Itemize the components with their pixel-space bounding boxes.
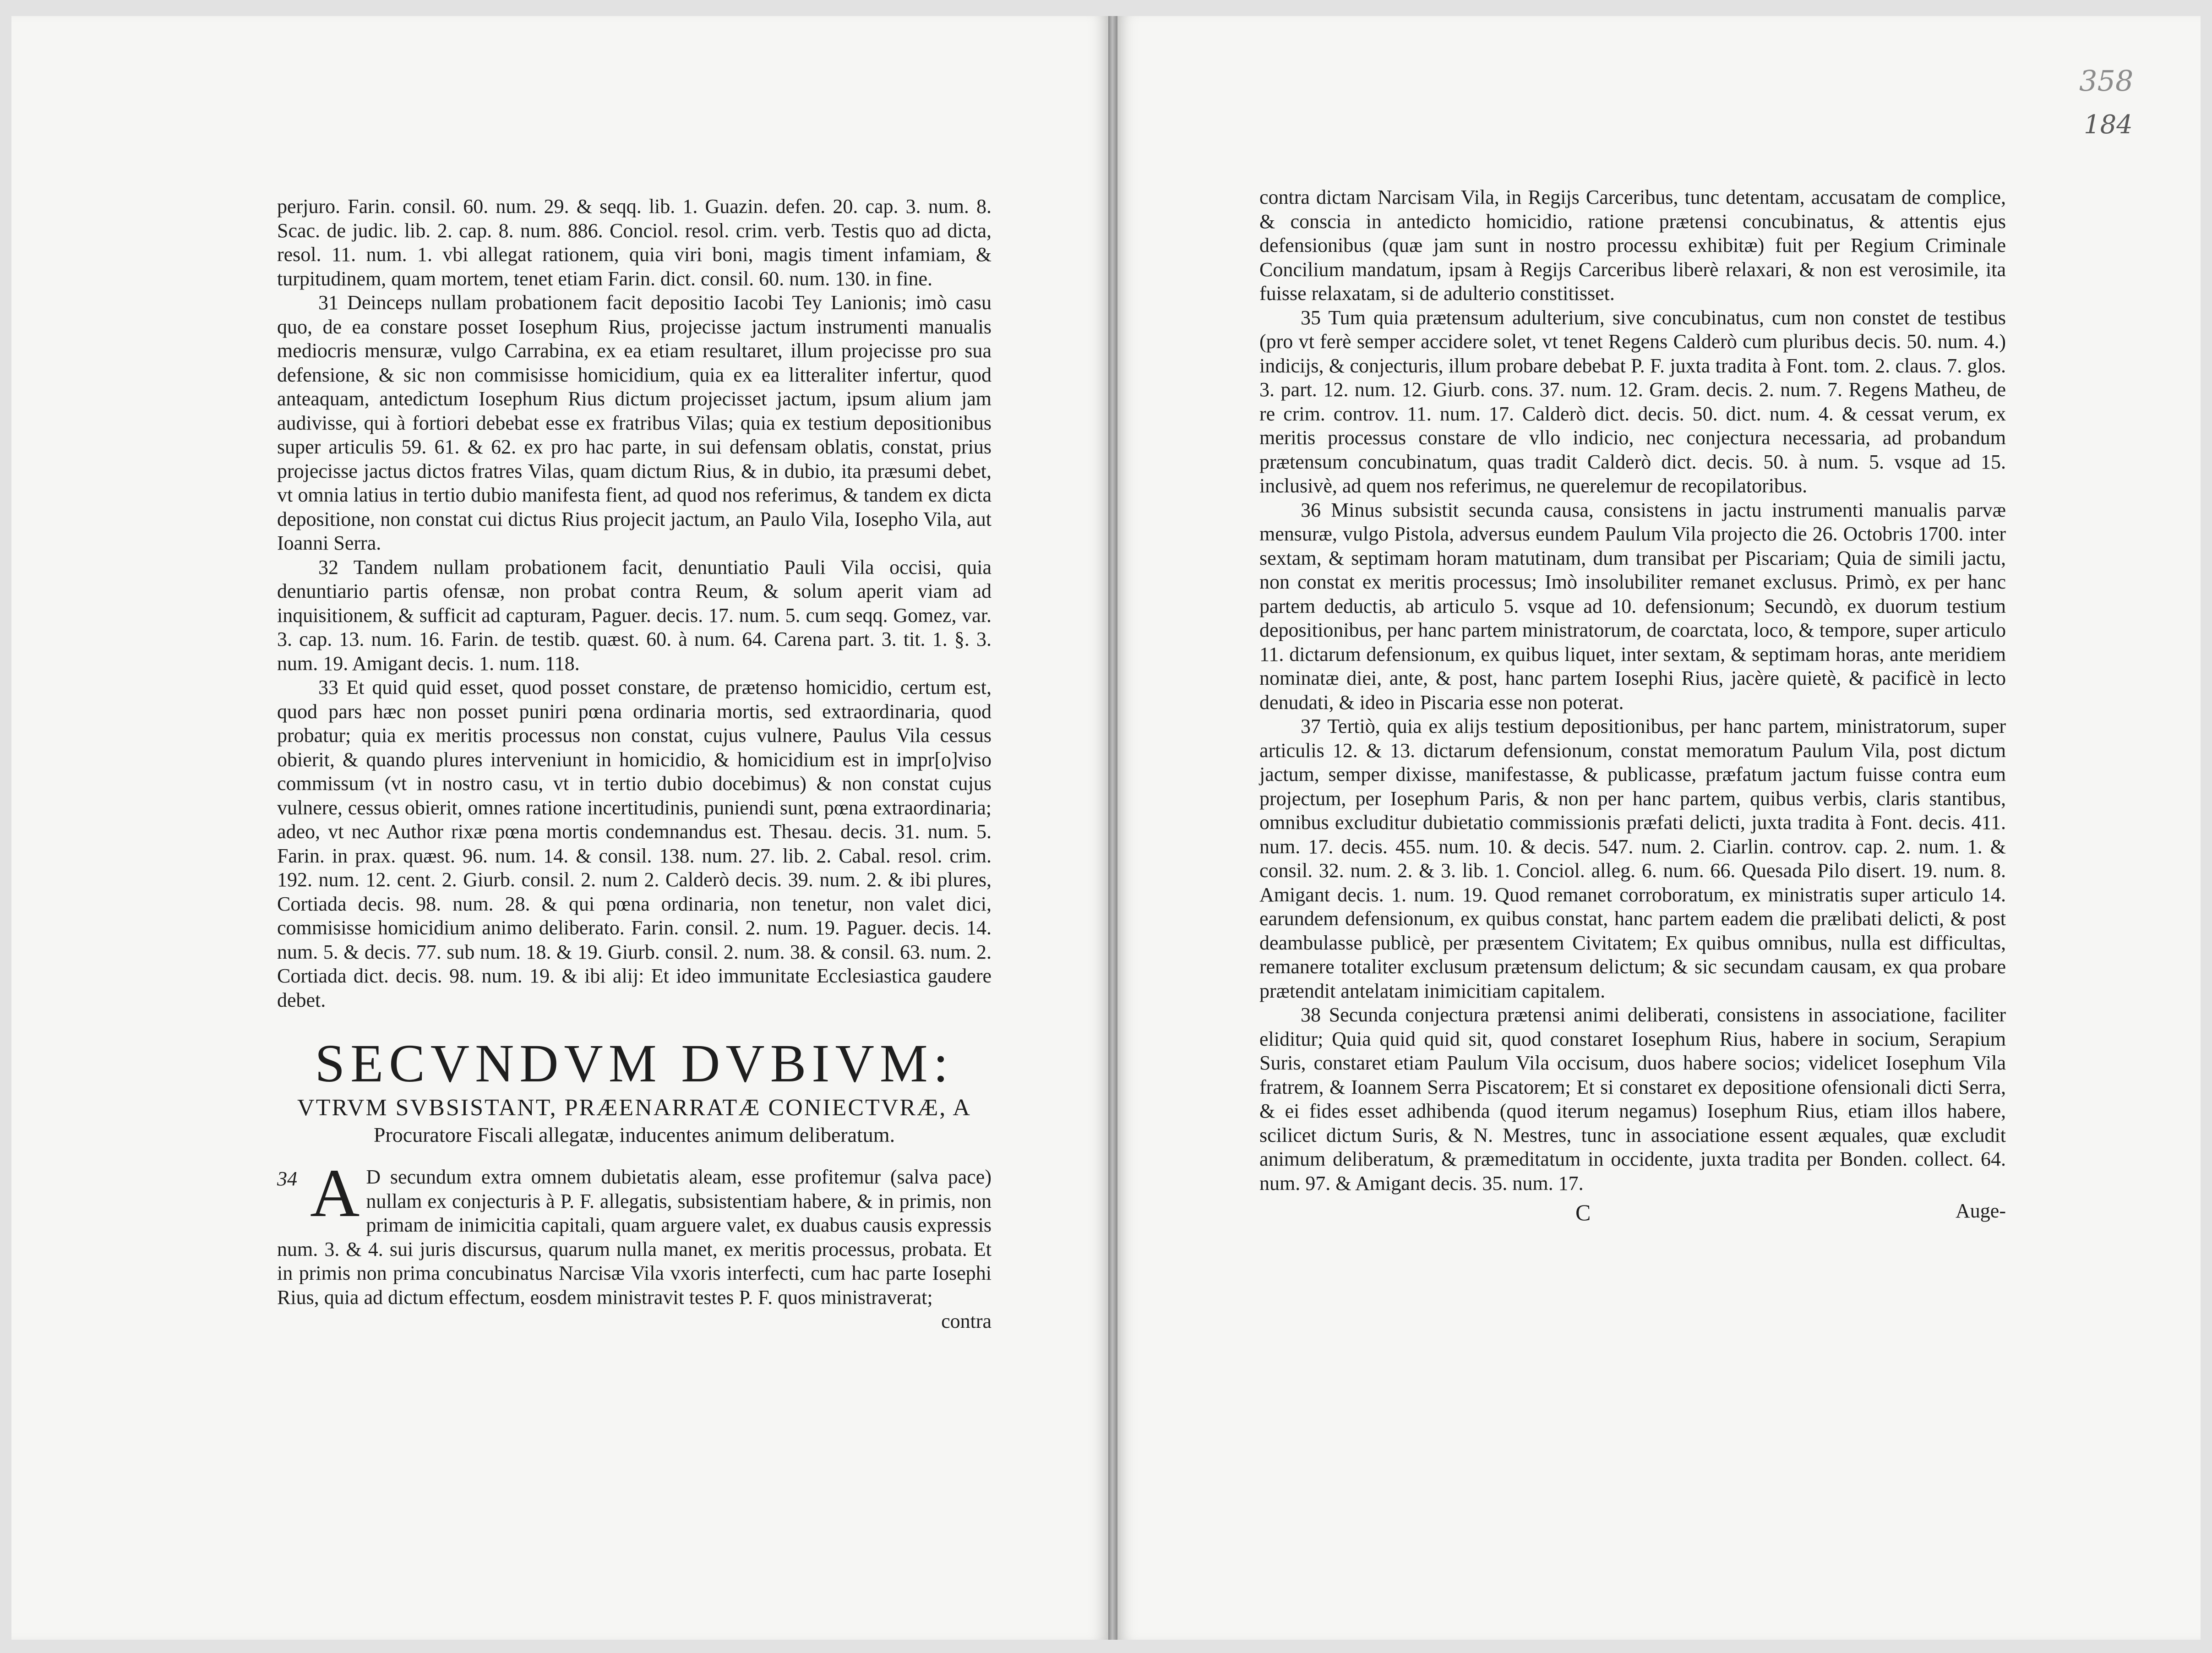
drop-cap: A: [310, 1155, 360, 1231]
paragraph-30-end: perjuro. Farin. consil. 60. num. 29. & seqq. lib. 1. Guazin. defen. 20. cap. 3. num. 8. Scac. de judic. lib. 2. cap. 8. num. 886. Conciol. resol. crim. verb. Testis quo ad dicta, resol. 11. num. 1. vbi allegat rationem, quia viri boni, magis timent infamiam, & turpitudinem, quam mortem, tenet etiam Farin. dict. consil. 60. num. 130. in fine.: [277, 195, 992, 290]
paragraph-34-continued: contra dictam Narcisam Vila, in Regijs Carceribus, tunc detentam, accusatam de complice, & conscia in antedicto homicidio, ratione prætensi concubinatus, & attentis ejus defensionibus (quæ jam sunt in nostro processu exhibitæ) fuit per Regium Criminale Concilium mandatum, ipsam à Regijs Carceribus liberè relaxari, & non est verosimile, ita fuisse relaxatam, si de adulterio constitisset.: [1259, 186, 2006, 305]
paragraph-37: 37 Tertiò, quia ex alijs testium depositionibus, per hanc partem, ministratorum, super articulis 12. & 13. dictarum defensionum, constat memoratum Paulum Vila, post dictum jactum, semper dixisse, manifestasse, & publicasse, præfatum jactum fuisse contra eum projectum, per Iosephum Paris, & non per hanc partem, quibus verbis, claris stantibus, omnibus excluditur dubietatio commissionis præfati delicti, juxta tradita à Font. decis. 411. num. 17. decis. 455. num. 10. & decis. 547. num. 2. Ciarlin. controv. cap. 2. num. 1. & consil. 32. num. 2. & 3. lib. 1. Conciol. alleg. 6. num. 66. Quesada Pilo disert. 19. num. 8. Amigant decis. 1. num. 19. Quod remanet corroboratum, ex ministratis super articulo 14. earundem defensionum, ex quibus constat, hanc partem eadem die prælibati delicti, & post deambulasse publicè, per præsentem Civitatem; Ex quibus omnibus, nulla est difficultas, remanere totaliter exclusum prætensum delictum; & sic secundam causam, ex qua probare prætendit antelatam inimicitiam capitalem.: [1259, 715, 2006, 1002]
section-heading: [277, 1033, 992, 1148]
paragraph-33: 33 Et quid quid esset, quod posset constare, de prætenso homicidio, certum est, quod pars hæc non posset puniri pœna ordinaria mortis, sed extraordinaria, quod probatur; quia ex meritis processus non constat, cujus vulnere, Paulus Vila cessus obierit, & quando plures interveniunt in homicidio, & homicidium est in impr[o]viso commissum (vt in nostro casu, vt in tertio dubio docebimus) & non constat cujus vulnere, cessus obierit, omnes ratione incertitudinis, puniendi sunt, pœna extraordinaria; adeo, vt nec Author rixæ pœna mortis condemnandus est. Thesau. decis. 31. num. 5. Farin. in prax. quæst. 96. num. 14. & consil. 138. num. 27. lib. 2. Cabal. resol. crim. 192. num. 12. cent. 2. Giurb. consil. 2. num 2. Calderò decis. 39. num. 2. & ibi plures, Cortiada decis. 98. num. 28. & qui pœna ordinaria, non tenetur, non valet dici, commisisse homicidium animo deliberato. Farin. consil. 2. num. 19. Paguer. decis. 14. num. 5. & decis. 77. sub num. 18. & 19. Giurb. consil. 2. num. 38. & consil. 63. num. 2. Cortiada dict. decis. 98. num. 19. & ibi alij: Et ideo immunitate Ecclesiastica gaudere debet.: [277, 676, 992, 1011]
paragraph-34: [277, 1155, 992, 1309]
paragraph-35: 35 Tum quia prætensum adulterium, sive concubinatus, cum non constet de testibus (pro vt ferè semper accidere solet, vt tenet Regens Calderò cum pluribus decis. 50. num. 4.) indicijs, & conjecturis, illum probare debebat P. F. juxta tradita à Font. tom. 2. claus. 7. glos. 3. part. 12. num. 12. Giurb. cons. 37. num. 12. Gram. decis. 2. num. 7. Regens Matheu, de re crim. controv. 11. num. 17. Calderò dict. decis. 50. dict. num. 4. & cessat verum, ex meritis processus constare de vllo indicio, nec conjectura necessaria, ad probandum prætensum concubinatum, quas tradit Calderò dict. decis. 50. à num. 5. vsque ad 15. inclusivè, ad quem nos referimus, ne querelemur de recopilatoribus.: [1259, 306, 2006, 497]
heading-subtitle-1: VTRVM SVBSISTANT, PRÆENARRATÆ CONIECTVRÆ, A: [297, 1095, 971, 1121]
catchword: Auge-: [1956, 1200, 2006, 1222]
signature-mark: C: [1575, 1200, 1591, 1225]
paragraph-38: 38 Secunda conjectura prætensi animi deliberati, consistens in associatione, faciliter eliditur; Quia quid quid sit, quod constaret Iosephum Rius, habere in socium, Serapium Suris, constaret etiam Paulum Vila occisum, duos habere socios; videlicet Iosephum Vila fratrem, & Ioannem Serra Piscatorem; Et si constaret ex depositione ofensionali dicti Serra, & ei fides esset adhibenda (quod iterum negamus) Iosephum Rius, etiam illos habere, scilicet dictum Suris, & N. Mestres, tunc in associatione essent æquales, quæ excludit animum deliberatum, & præmeditatum in occidente, juxta tradita per Bonden. collect. 64. num. 97. & Amigant decis. 35. num. 17.: [1259, 1004, 2006, 1195]
paragraph-31: 31 Deinceps nullam probationem facit depositio Iacobi Tey Lanionis; imò casu quo, de ea constare posset Iosephum Rius, projecisse jactum instrumenti manualis mediocris mensuræ, vulgo Carrabina, ex ea etiam resultaret, illum projecisse pro sua defensione, & sic non commisisse homicidium, quia ex ea litteraliter infertur, quod anteaquam, antedictum Iosephum Rius dictum projecisset jactum, ipsum alium jam audivisse, qui à fortiori debebat esse ex fratribus Vilas; quia ex testium depositionibus super articulis 59. 61. & 62. ex pro hac parte, in sui defensam oblatis, constat, prius projecisse jactus dictos fratres Vilas, quam dictum Rius, & in dubio, ita præsumi debet, vt omnia latius in tertio dubio manifesta fient, ad quod nos referimus, & tandem ex dicta depositione, non constat cui dictus Rius projecit jactum, an Paulo Vila, Iosepho Vila, aut Ioanni Serra.: [277, 291, 992, 554]
left-page: [11, 16, 1108, 1640]
right-page: [1117, 16, 2201, 1640]
folio-number-struck: 358: [2079, 64, 2134, 98]
catchword: contra: [941, 1310, 992, 1332]
book-gutter: [1108, 16, 1117, 1640]
page-footer: [1259, 1199, 2006, 1231]
heading-title: SECVNDVM DVBIVM:: [315, 1033, 954, 1093]
folio-number: 184: [2084, 110, 2133, 140]
paragraph-36: 36 Minus subsistit secunda causa, consistens in jactu instrumenti manualis parvæ mensuræ, vulgo Pistola, adversus eundem Paulum Vila projecto die 26. Octobris 1700. inter sextam, & septimam horam matutinam, dum transibat per Piscariam; Quia de simili jactu, non constat ex meritis processus; Imò insolubiliter remanet exclusus. Primò, ex per hanc partem deductis, ab articulo 5. vsque ad 10. defensionum; Secundò, ex duorum testium depositionibus, per hanc partem ministratorum, de coarctata, loco, & tempore, super articulo 11. dictarum defensionum, ex quibus liquet, inter sextam, & septimam horas, ante meridiem nominatæ diei, ante, & post, hanc partem Iosephi Rius, jacère quietè, & pacificè in lecto denudati, & ideo in Piscaria esse non poterat.: [1259, 498, 2006, 714]
right-text-column: [1259, 185, 2006, 1231]
paragraph-number: 34: [277, 1167, 297, 1190]
paragraph-32: 32 Tandem nullam probationem facit, denuntiatio Pauli Vila occisi, quia denuntiario partis ofensæ, non probat contra Reum, & solum aperit viam ad inquisitionem, & sufficit ad capturam, Paguer. decis. 17. num. 5. cum seqq. Gomez, var. 3. cap. 13. num. 16. Farin. de testib. quæst. 60. à num. 64. Carena part. 3. tit. 1. §. 3. num. 19. Amigant decis. 1. num. 118.: [277, 556, 992, 675]
paragraph-34-text: D secundum extra omnem dubietatis aleam, esse profitemur (salva pace) nullam ex conjecturis à P. F. allegatis, subsistentiam habere, & in primis, non primam de inimicitia capitali, quam arguere valet, ex duabus causis expressis num. 3. & 4. sui juris discursus, quarum nulla manet, ex meritis processus, probata. Et in primis non prima concubinatus Narcisæ Vila vxoris interfecti, cum hac parte Iosephi Rius, quia ad dictum effectum, eosdem ministravit testes P. F. quos ministraverat;: [277, 1166, 992, 1309]
left-text-column: [277, 195, 992, 1333]
heading-subtitle-2: Procuratore Fiscali allegatæ, inducentes animum deliberatum.: [373, 1123, 895, 1146]
